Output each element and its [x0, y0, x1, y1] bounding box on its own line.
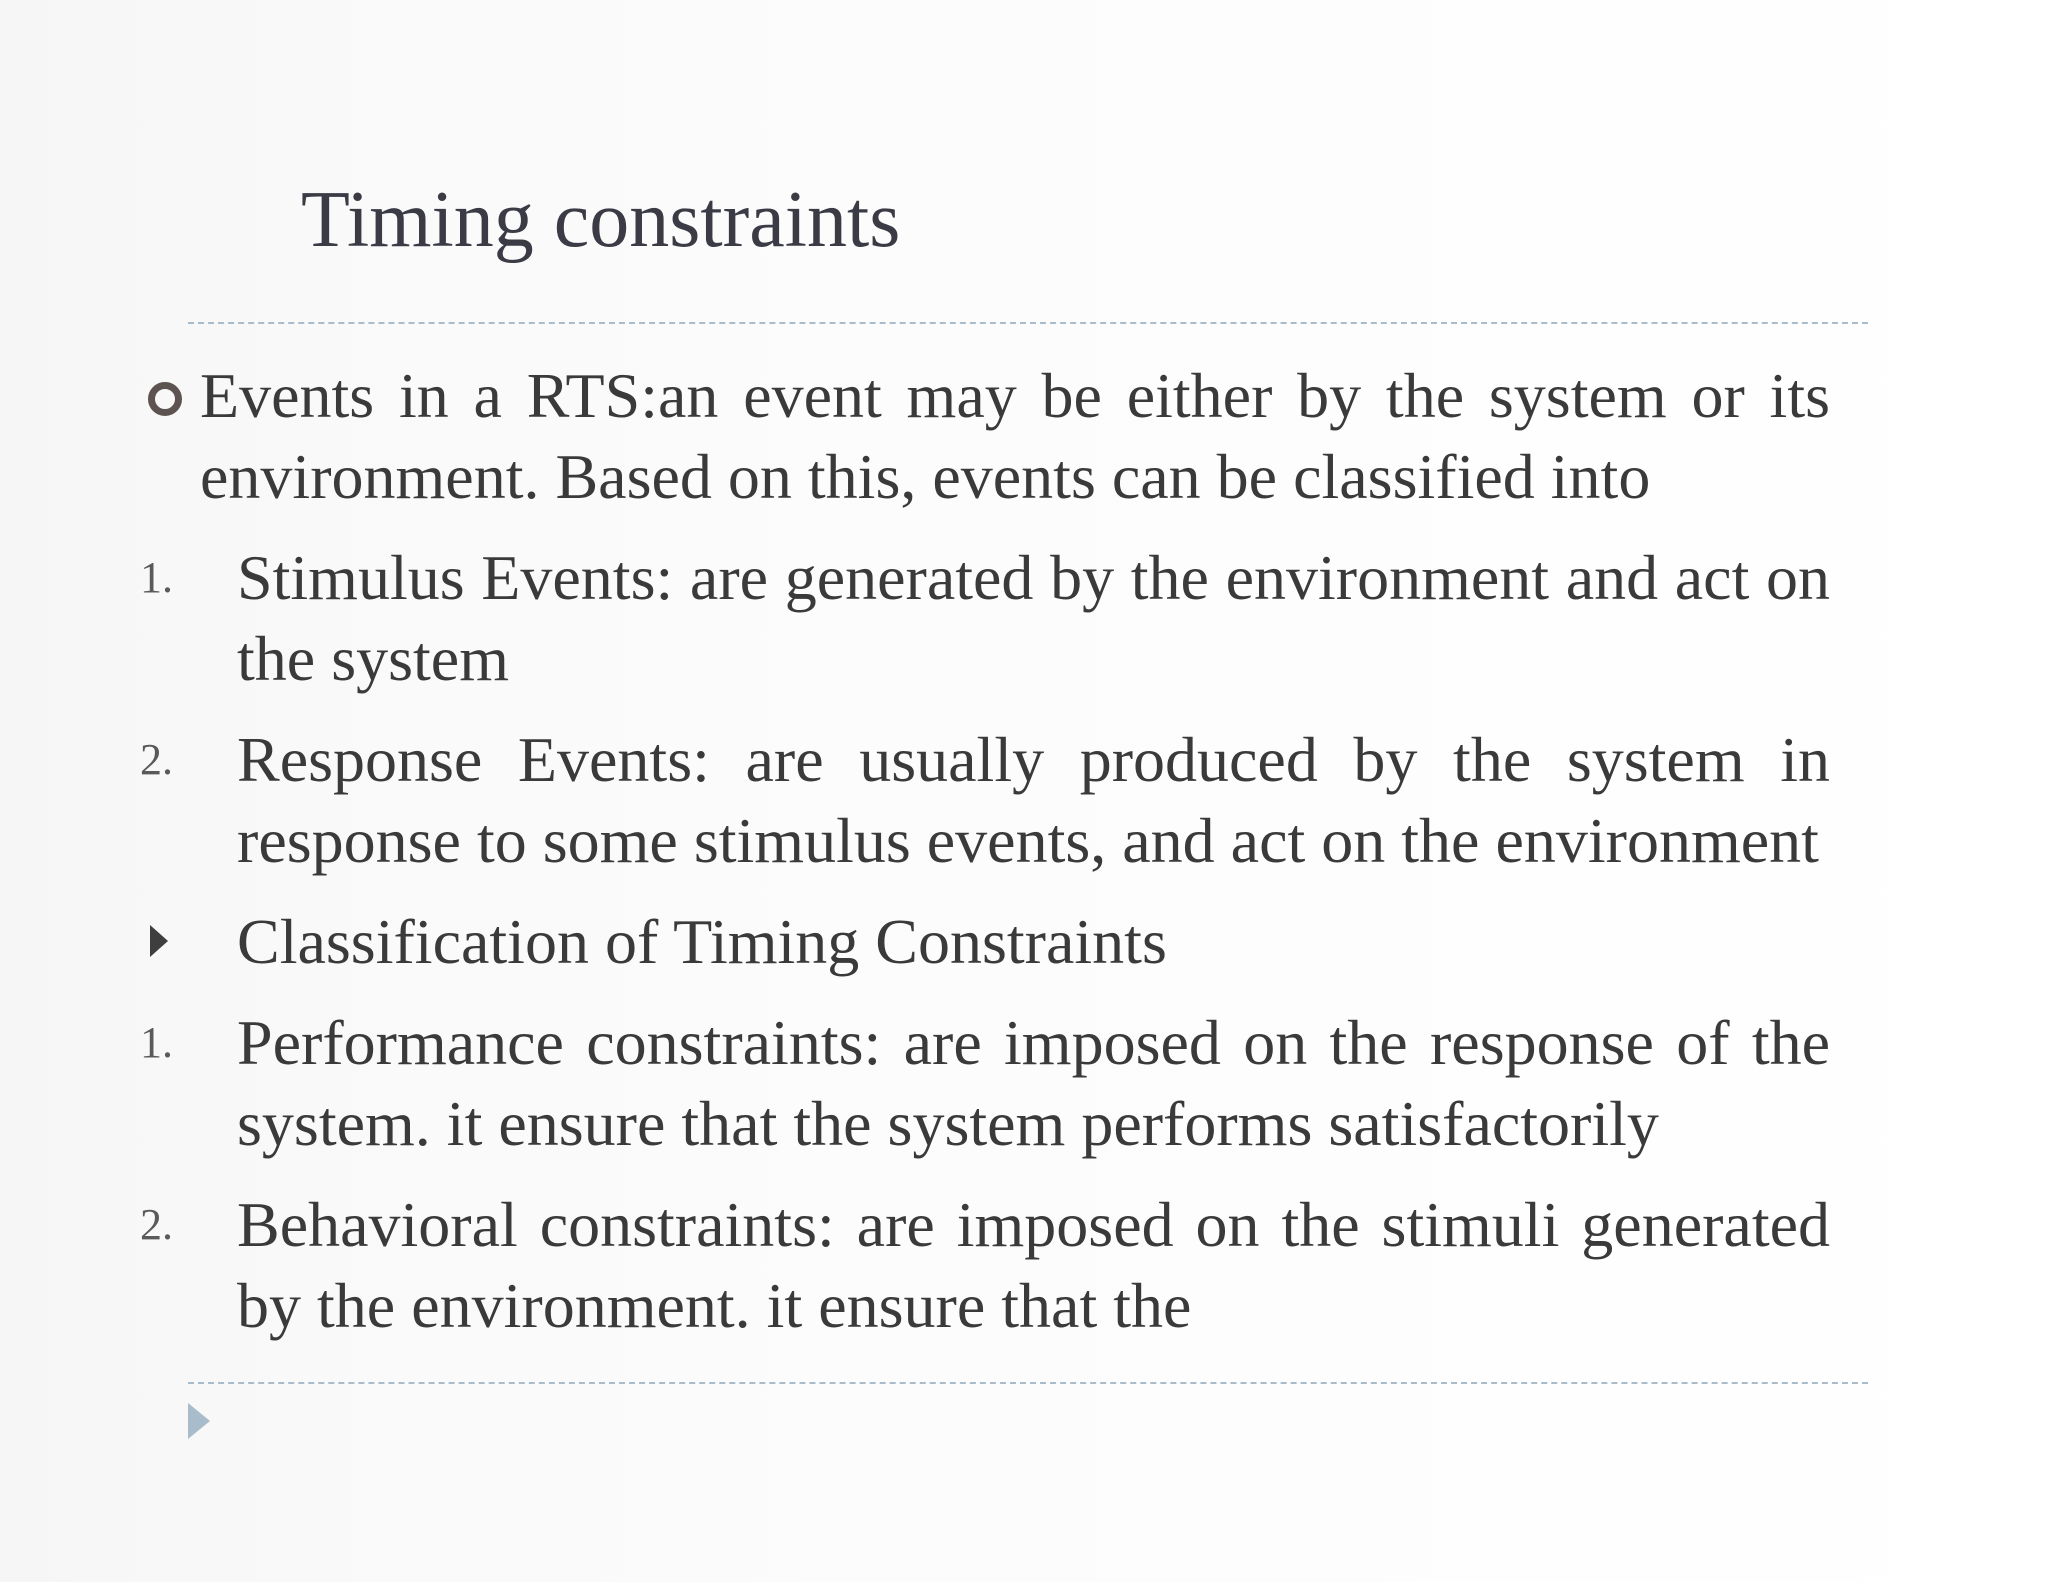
item-number: 1.: [140, 1018, 173, 1067]
title-divider: [188, 322, 1868, 324]
triangle-bullet-icon: [150, 925, 168, 957]
bullet-text: Events in a RTS:an event may be either by the system or its environment. Based on this, events can be classified into: [200, 360, 1830, 512]
item-number: 1.: [140, 553, 173, 602]
bullet-text: Classification of Timing Constraints: [237, 906, 1167, 977]
slide-content: [140, 355, 1830, 1490]
item-text: Stimulus Events: are generated by the environment and act on the system: [237, 542, 1830, 694]
bullet-item-classification: [140, 901, 1830, 982]
item-text: Response Events: are usually produced by the system in response to some stimulus events, and act on the environment: [237, 724, 1830, 876]
footer-triangle-icon: [188, 1403, 210, 1439]
slide-title: Timing constraints: [301, 176, 901, 264]
item-text: Performance constraints: are imposed on the response of the system. it ensure that the system performs satisfactorily: [237, 1007, 1830, 1159]
footer-divider: [188, 1382, 1868, 1384]
item-text: Behavioral constraints: are imposed on the stimuli generated by the environment. it ensure that the: [237, 1189, 1830, 1341]
numbered-item-behavioral: [140, 1184, 1830, 1346]
numbered-item-performance: [140, 1002, 1830, 1164]
circle-bullet-icon: [148, 382, 182, 416]
item-number: 2.: [140, 735, 173, 784]
bullet-item-events: [140, 355, 1830, 517]
numbered-item-response: [140, 719, 1830, 881]
numbered-item-stimulus: [140, 537, 1830, 699]
item-number: 2.: [140, 1200, 173, 1249]
